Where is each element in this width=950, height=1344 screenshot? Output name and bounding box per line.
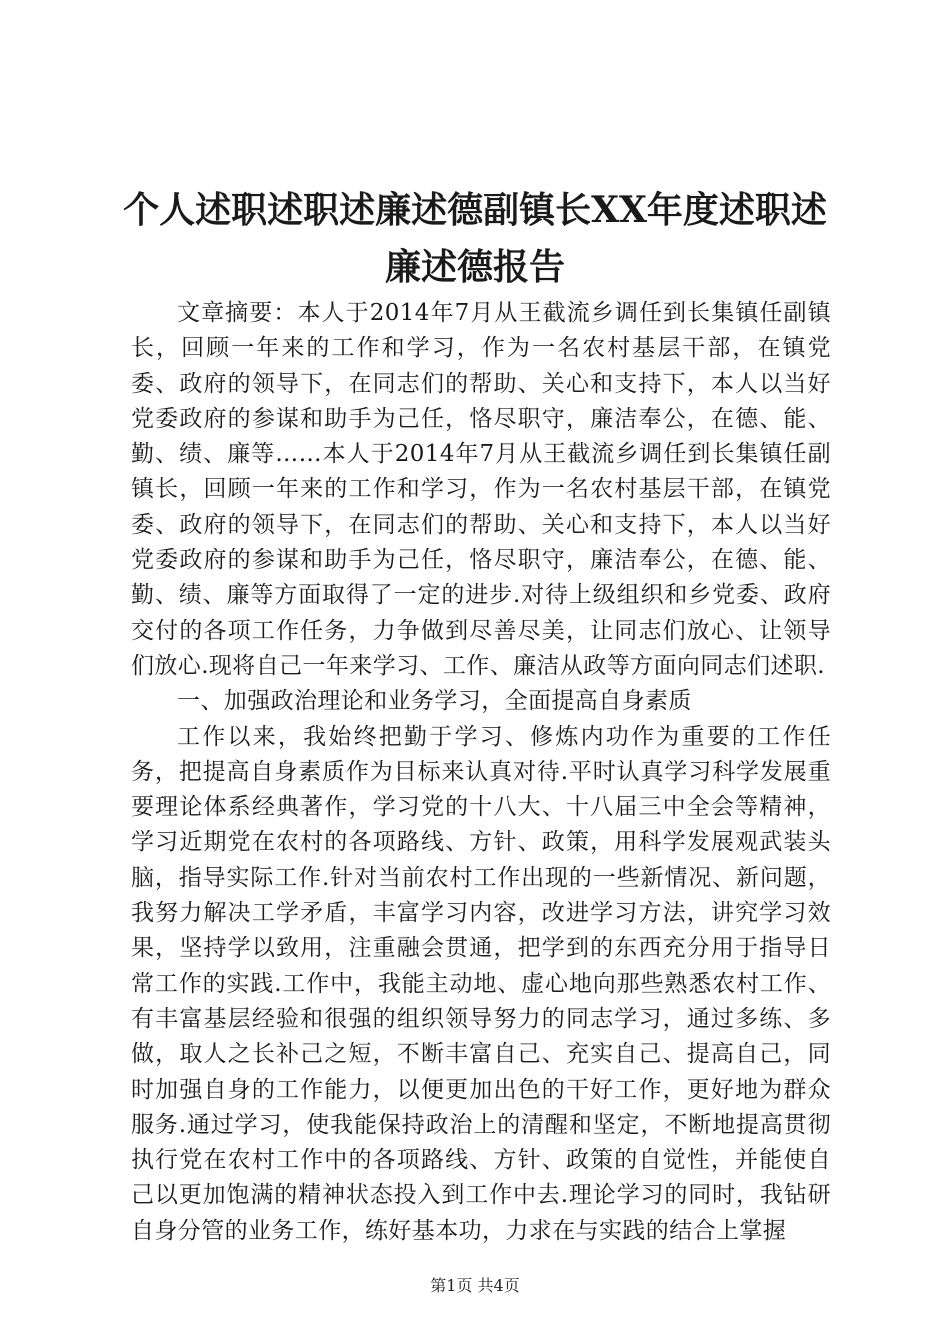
page-footer: 第1页 共4页 bbox=[430, 1276, 520, 1295]
document-title-line-1: 个人述职述职述廉述德副镇长XX年度述职述 bbox=[123, 189, 827, 231]
section-heading: 一、加强政治理论和业务学习，全面提高自身素质 bbox=[177, 688, 692, 715]
document-title-line-2: 廉述德报告 bbox=[384, 246, 565, 288]
body-paragraph: 工作以来，我始终把勤于学习、修炼内功作为重要的工作任务，把提高自身素质作为目标来认真对待.平时认真学习科学发展重要理论体系经典著作，学习党的十八大、十八届三中全会等精神，学习近期党在农村的各项路线、方针、政策，用科学发展观武装头脑，指导实际工作.针对当前农村工作出现的一些新情况、新问题，我努力解决工学矛盾，丰富学习内容，改进学习方法，讲究学习效果，坚持学以致用，注重融会贯通，把学到的东西充分用于指导日常工作的实践.工作中，我能主动地、虚心地向那些熟悉农村工作、有丰富基层经验和很强的组织领导努力的同志学习，通过多练、多做，取人之长补己之短，不断丰富自己、充实自己、提高自己，同时加强自身的工作能力，以便更加出色的干好工作，更好地为群众服务.通过学习，使我能保持政治上的清醒和坚定，不断地提高贯彻执行党在农村工作中的各项路线、方针、政策的自觉性，并能使自己以更加饱满的精神状态投入到工作中去.理论学习的同时，我钻研自身分管的业务工作，练好基本功，力求在与实践的结合上掌握 bbox=[131, 723, 831, 1244]
abstract-paragraph: 文章摘要：本人于2014年7月从王截流乡调任到长集镇任副镇长，回顾一年来的工作和学习，作为一名农村基层干部，在镇党委、政府的领导下，在同志们的帮助、关心和支持下，本人以当好党委政府的参谋和助手为己任，恪尽职守，廉洁奉公，在德、能、勤、绩、廉等……本人于2014年7月从王截流乡调任到长集镇任副镇长，回顾一年来的工作和学习，作为一名农村基层干部，在镇党委、政府的领导下，在同志们的帮助、关心和支持下，本人以当好党委政府的参谋和助手为己任，恪尽职守，廉洁奉公，在德、能、勤、绩、廉等方面取得了一定的进步.对待上级组织和乡党委、政府交付的各项工作任务，力争做到尽善尽美，让同志们放心、让领导们放心.现将自己一年来学习、工作、廉洁从政等方面向同志们述职. bbox=[131, 300, 831, 679]
document-body bbox=[131, 296, 831, 1249]
